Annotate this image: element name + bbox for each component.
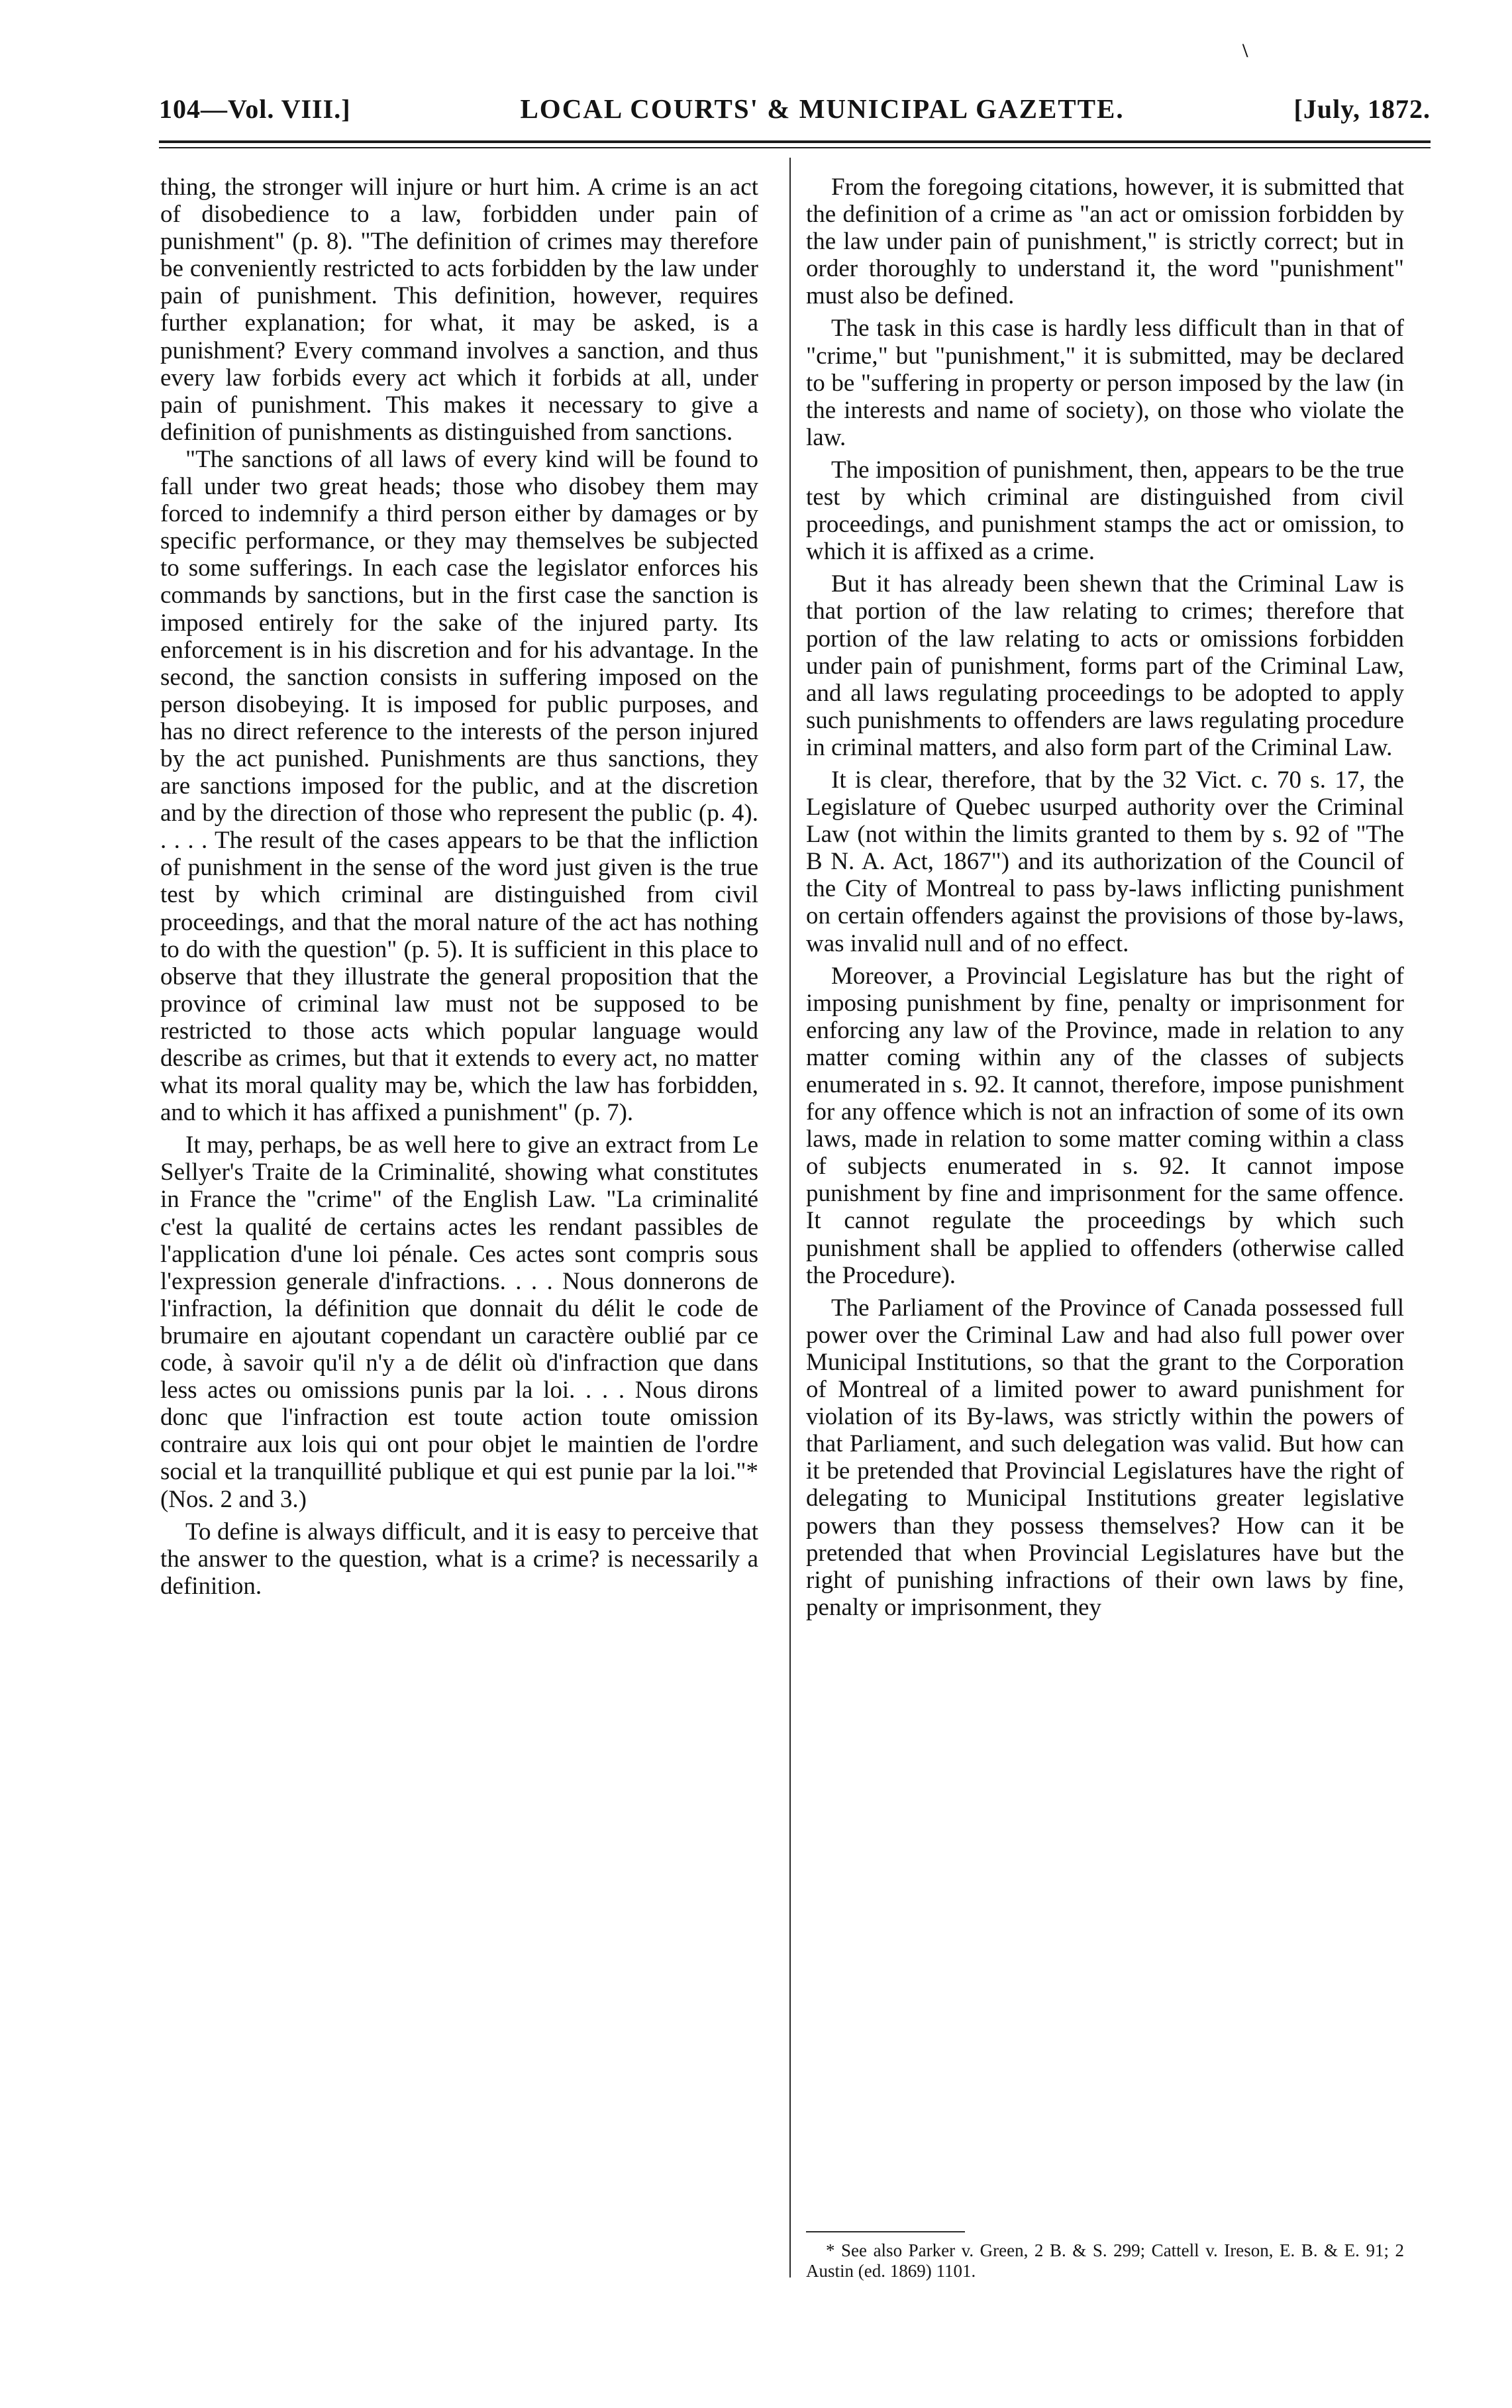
paragraph: The imposition of punishment, then, appears to be the true test by which criminal are distinguished from civil proceedings, and punishment stamps the act or omission, to which it is affixed as a crime. — [806, 456, 1404, 566]
issue-date: [July, 1872. — [1293, 94, 1431, 124]
publication-title: LOCAL COURTS' & MUNICIPAL GAZETTE. — [520, 93, 1125, 124]
left-column — [160, 174, 758, 1600]
paragraph: The task in this case is hardly less difficult than in that of "crime," but "punishment," it is submitted, may be declared to be "suffering in property or person imposed by the law (in the interests and name of society), on those who violate the law. — [806, 315, 1404, 451]
paragraph: Moreover, a Provincial Legislature has but the right of imposing punishment by fine, penalty or imprisonment for enforcing any law of the Province, made in relation to any matter coming within any of the classes of subjects enumerated in s. 92. It cannot, therefore, impose punishment for any offence which is not an infraction of some of its own laws, made in relation to some matter coming within a class of subjects enumerated in s. 92. It cannot impose punishment by fine and imprisonment for the same offence. It cannot regulate the proceedings by which such punishment shall be applied to offenders (otherwise called the Procedure). — [806, 962, 1404, 1289]
paragraph: To define is always difficult, and it is easy to perceive that the answer to the question, what is a crime? is necessarily a definition. — [160, 1518, 758, 1600]
paragraph: From the foregoing citations, however, it is submitted that the definition of a crime as "an act or omission forbidden by the law under pain of punishment," is strictly correct; but in order thoroughly to understand it, the word "punishment" must also be defined. — [806, 174, 1404, 310]
paragraph: "The sanctions of all laws of every kind will be found to fall under two great heads; those who disobey them may forced to indemnify a third person either by damages or by specific performance, or they may themselves be subjected to some sufferings. In each case the legislator enforces his commands by sanctions, but in the first case the sanction is imposed entirely for the sake of the injured party. Its enforcement is in his discretion and for his advantage. In the second, the sanction consists in suffering imposed on the person disobeying. It is imposed for public purposes, and has no direct reference to the interests of the person injured by the act punished. Punishments are thus sanctions, they are sanctions imposed for the public, and at the discretion and by the direction of those who represent the public (p. 4). . . . . The result of the cases appears to be that the infliction of punishment in the sense of the word just given is the true test by which criminal are distinguished from civil proceedings, and that the moral nature of the act has nothing to do with the question" (p. 5). It is sufficient in this place to observe that they illustrate the general proposition that the province of criminal law must not be supposed to be restricted to those acts which popular language would describe as crimes, but that it extends to every act, no matter what its moral quality may be, which the law has forbidden, and to which it has affixed a punishment" (p. 7). — [160, 445, 758, 1127]
footnote-rule — [806, 2231, 965, 2232]
page-volume-label: 104—Vol. VIII.] — [159, 94, 351, 124]
header-rule-thick — [159, 140, 1431, 143]
footnote-text: * See also Parker v. Green, 2 B. & S. 299; Cattell v. Ireson, E. B. & E. 91; 2 Austin (ed. 1869) 1101. — [806, 2240, 1404, 2281]
column-divider — [789, 158, 791, 2277]
paragraph: The Parliament of the Province of Canada possessed full power over the Criminal Law and had also full power over Municipal Institutions, so that the grant to the Corporation of Montreal of a limited power to award punishment for violation of its By-laws, was strictly within the powers of that Parliament, and such delegation was valid. But how can it be pretended that Provincial Legislatures have the right of delegating to Municipal Institutions greater legislative powers than they possess themselves? How can it be pretended that when Provincial Legislatures have but the right of punishing infractions of their own laws by fine, penalty or imprisonment, they — [806, 1294, 1404, 1621]
header-rule-thin — [159, 147, 1431, 148]
paragraph: But it has already been shewn that the Criminal Law is that portion of the law relating to crimes; therefore that portion of the law relating to acts or omissions forbidden under pain of punishment, forms part of the Criminal Law, and all laws regulating proceedings to be adopted to apply such punishments to offenders are laws regulating procedure in criminal matters, and also form part of the Criminal Law. — [806, 570, 1404, 761]
paragraph: It is clear, therefore, that by the 32 Vict. c. 70 s. 17, the Legislature of Quebec usurped authority over the Criminal Law (not within the limits granted to them by s. 92 of "The B N. A. Act, 1867") and its authorization of the Council of the City of Montreal to pass by-laws inflicting punishment on certain offenders against the provisions of those by-laws, was invalid null and of no effect. — [806, 766, 1404, 957]
right-column — [806, 174, 1404, 1621]
stray-print-mark: \ — [1242, 40, 1248, 62]
paragraph: thing, the stronger will injure or hurt him. A crime is an act of disobedience to a law, forbidden under pain of punishment" (p. 8). "The definition of crimes may therefore be conveniently restricted to acts forbidden by the law under pain of punishment. This definition, however, requires further explanation; for what, it may be asked, is a punishment? Every command involves a sanction, and thus every law forbids every act which it forbids at all, under pain of punishment. This makes it necessary to give a definition of punishments as distinguished from sanctions. — [160, 174, 758, 446]
running-header — [159, 93, 1431, 125]
paragraph: It may, perhaps, be as well here to give an extract from Le Sellyer's Traite de la Criminalité, showing what constitutes in France the "crime" of the English Law. "La criminalité c'est la qualité de certains actes les rendant passibles de l'application d'une loi pénale. Ces actes sont compris sous l'expression generale d'infractions. . . . Nous donnerons de l'infraction, la définition que donnait du délit le code de brumaire en ajoutant copendant un caractère oublié par ce code, à savoir qu'il n'y a de délit où d'infraction que dans less actes ou omissions punis par la loi. . . . Nous dirons donc que l'infraction est toute action toute omission contraire aux lois qui ont pour objet le maintien de l'ordre social et la tranquillité publique et qui est punie par la loi."* (Nos. 2 and 3.) — [160, 1131, 758, 1513]
footnote — [806, 2240, 1404, 2281]
